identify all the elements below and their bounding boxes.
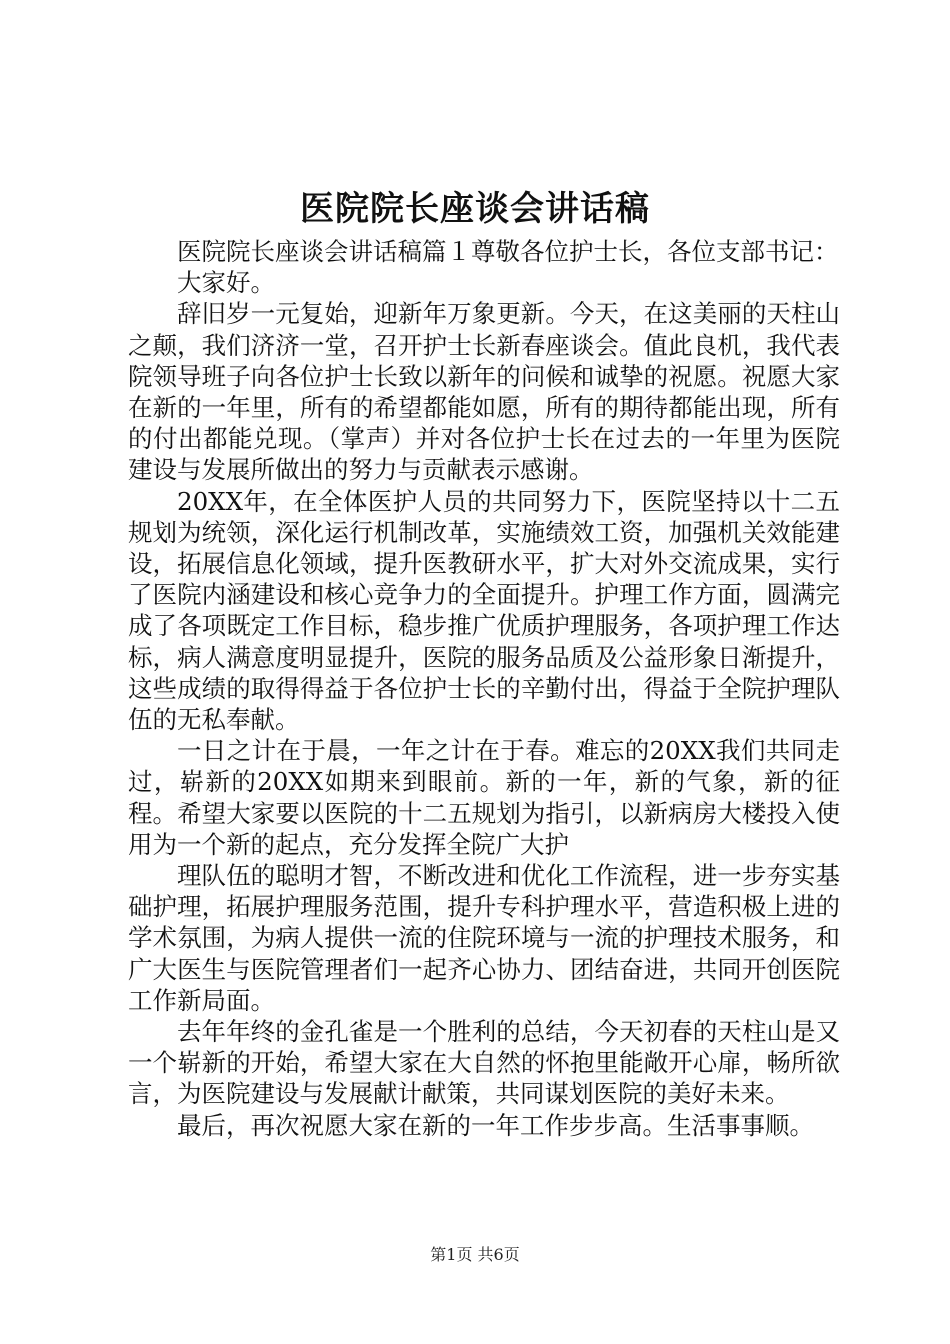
paragraph-achievements: 20XX年，在全体医护人员的共同努力下，医院坚持以十二五规划为统领，深化运行机制改革，实施绩效工资，加强机关效能建设，拓展信息化领域，提升医教研水平，扩大对外交流成果，实行了医院内涵建设和核心竞争力的全面提升。护理工作方面，圆满完成了各项既定工作目标，稳步推广优质护理服务，各项护理工作达标，病人满意度明显提升，医院的服务品质及公益形象日渐提升，这些成绩的取得得益于各位护士长的辛勤付出，得益于全院护理队伍的无私奉献。 — [128, 486, 840, 735]
paragraph-new-year-wishes: 辞旧岁一元复始，迎新年万象更新。今天，在这美丽的天柱山之颠，我们济济一堂，召开护士长新春座谈会。值此良机，我代表院领导班子向各位护士长致以新年的问候和诚挚的祝愿。祝愿大家在新的一年里，所有的希望都能如愿，所有的期待都能出现，所有的付出都能兑现。（掌声）并对各位护士长在过去的一年里为医院建设与发展所做出的努力与贡献表示感谢。 — [128, 299, 840, 485]
paragraph-nursing-work: 理队伍的聪明才智，不断改进和优化工作流程，进一步夯实基础护理，拓展护理服务范围，提升专科护理水平，营造积极上进的学术氛围，为病人提供一流的住院环境与一流的护理技术服务，和广大医生与医院管理者们一起齐心协力、团结奋进，共同开创医院工作新局面。 — [128, 861, 840, 1015]
document-title: 医院院长座谈会讲话稿 — [300, 189, 650, 229]
paragraph-new-goals: 一日之计在于晨，一年之计在于春。难忘的20XX我们共同走过，崭新的20XX如期来到眼前。新的一年，新的气象，新的征程。希望大家要以医院的十二五规划为指引，以新病房大楼投入使用为一个新的起点，充分发挥全院广大护 — [128, 736, 840, 859]
page-number-footer: 第1页 共6页 — [430, 1245, 520, 1264]
paragraph-closing: 最后，再次祝愿大家在新的一年工作步步高。生活事事顺。 — [177, 1110, 814, 1140]
paragraph-salutation: 医院院长座谈会讲话稿篇１尊敬各位护士长，各位支部书记： — [177, 237, 839, 266]
document-body — [128, 236, 840, 1141]
paragraph-greeting: 大家好。 — [177, 268, 275, 298]
paragraph-future: 去年年终的金孔雀是一个胜利的总结，今天初春的天柱山是又一个崭新的开始，希望大家在大自然的怀抱里能敞开心扉，畅所欲言，为医院建设与发展献计献策，共同谋划医院的美好未来。 — [128, 1017, 840, 1109]
